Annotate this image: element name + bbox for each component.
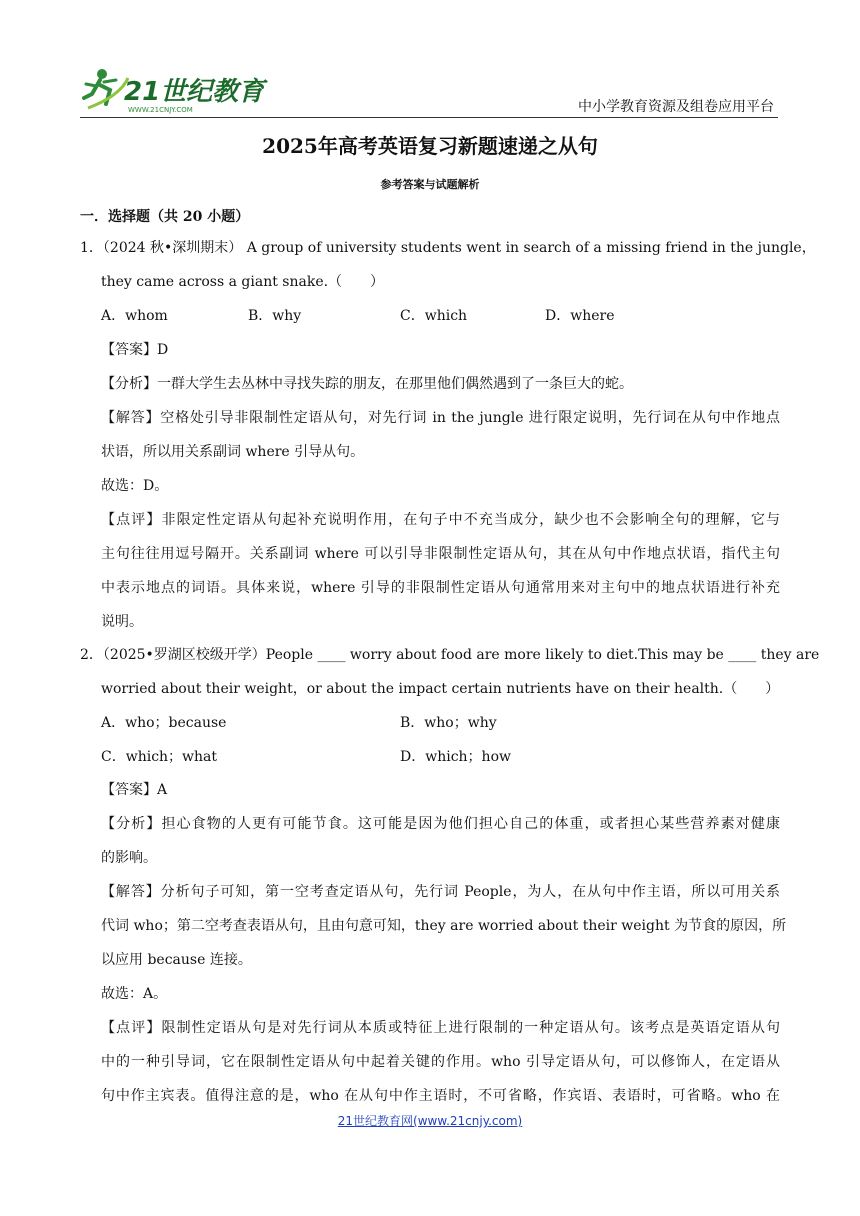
brand-logo xyxy=(80,66,265,116)
question-1-comment: 中表示地点的词语。具体来说，where 引导的非限制性定语从句通常用来对主句中的地点状语进行补充 xyxy=(101,580,780,596)
page-footer xyxy=(0,1112,860,1129)
question-2-option: D．which；how xyxy=(400,749,511,765)
question-2-stem: 2．（2025•罗湖区校级开学）People ____ worry about food are more likely to diet.This may be ____ they are xyxy=(80,647,820,663)
question-2-analysis: 【分析】担心食物的人更有可能节食。这可能是因为他们担心自己的体重，或者担心某些营养素对健康 xyxy=(101,816,780,832)
question-1-option: D．where xyxy=(545,308,615,324)
question-1-solution: 状语，所以用关系副词 where 引导从句。 xyxy=(101,444,365,460)
page-subtitle: 参考答案与试题解析 xyxy=(380,178,480,191)
question-2-comment: 【点评】限制性定语从句是对先行词从本质或特征上进行限制的一种定语从句。该考点是英语定语从句 xyxy=(101,1020,780,1036)
footer-link[interactable]: 21世纪教育网(www.21cnjy.com) xyxy=(337,1114,523,1128)
question-1-comment: 说明。 xyxy=(101,614,143,630)
question-2-solution: 以应用 because 连接。 xyxy=(101,952,252,968)
page-title: 2025年高考英语复习新题速递之从句 xyxy=(262,134,598,158)
question-2-option: B．who；why xyxy=(400,715,497,731)
question-2-option: C．which；what xyxy=(101,749,218,765)
logo-url: WWW.21CNJY.COM xyxy=(128,106,193,114)
question-2-option: A．who；because xyxy=(101,715,227,731)
question-1-comment: 主句往往用逗号隔开。关系副词 where 可以引导非限制性定语从句，其在从句中作地点状语，指代主句 xyxy=(101,546,780,562)
question-1-analysis: 【分析】一群大学生去丛林中寻找失踪的朋友，在那里他们偶然遇到了一条巨大的蛇。 xyxy=(101,376,633,392)
runner-logo-icon xyxy=(80,66,265,116)
question-1-choice: 故选：D。 xyxy=(101,478,169,494)
header-divider xyxy=(80,117,778,118)
question-1-stem: 1．（2024 秋•深圳期末） A group of university students went in search of a missing friend in the jungle， xyxy=(80,240,816,256)
question-2-answer: 【答案】A xyxy=(101,782,168,798)
question-2-solution: 【解答】分析句子可知，第一空考查定语从句，先行词 People，为人，在从句中作主语，所以可用关系 xyxy=(101,884,780,900)
question-1-answer: 【答案】D xyxy=(101,342,169,358)
question-1-option: C．which xyxy=(400,308,468,324)
section-heading: 一．选择题（共 20 小题） xyxy=(80,209,250,225)
question-2-solution: 代词 who；第二空考查表语从句，且由句意可知，they are worried about their weight 为节食的原因，所 xyxy=(101,918,787,934)
platform-name: 中小学教育资源及组卷应用平台 xyxy=(578,99,774,115)
question-2-comment: 中的一种引导词，它在限制性定语从句中起着关键的作用。who 引导定语从句，可以修饰人，在定语从 xyxy=(101,1054,780,1070)
logo-text: 21世纪教育 xyxy=(124,77,265,107)
question-1-option: B．why xyxy=(248,308,302,324)
question-1-comment: 【点评】非限定性定语从句起补充说明作用，在句子中不充当成分，缺少也不会影响全句的理解，它与 xyxy=(101,512,780,528)
question-2-stem: worried about their weight，or about the impact certain nutrients have on their health.（ ） xyxy=(101,681,780,697)
question-1-solution: 【解答】空格处引导非限制性定语从句，对先行词 in the jungle 进行限定说明，先行词在从句中作地点 xyxy=(101,410,780,426)
question-1-option: A．whom xyxy=(101,308,168,324)
question-2-analysis: 的影响。 xyxy=(101,850,157,866)
question-2-comment: 句中作主宾表。值得注意的是，who 在从句中作主语时，不可省略，作宾语、表语时，可省略。who 在 xyxy=(101,1088,780,1104)
question-1-stem: they came across a giant snake.（ ） xyxy=(101,274,385,290)
question-2-choice: 故选：A。 xyxy=(101,986,168,1002)
